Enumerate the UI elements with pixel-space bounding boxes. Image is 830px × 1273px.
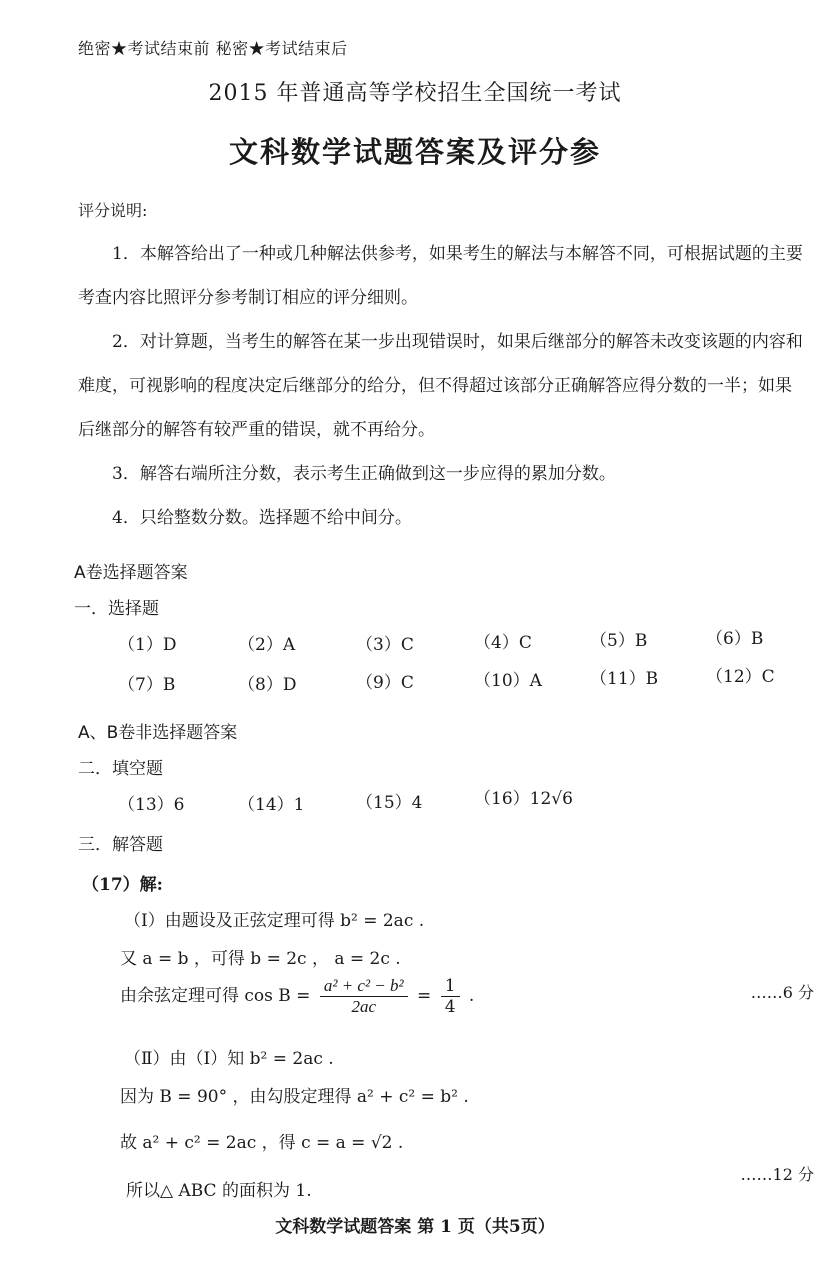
answer-8: （8）D bbox=[238, 675, 297, 695]
answer-2: （2）A bbox=[238, 635, 296, 655]
instruction-item-3: 3．解答右端所注分数，表示考生正确做到这一步应得的累加分数。 bbox=[112, 464, 616, 484]
line-3-period: . bbox=[468, 986, 475, 1006]
answer-1: （1）D bbox=[118, 635, 177, 655]
instruction-item-1: 1．本解答给出了一种或几种解法供参考，如果考生的解法与本解答不同，可根据试题的主要考查内容比照评分参考制订相应的评分细则。 bbox=[78, 244, 803, 308]
fill-answer-16: （16）12√6 bbox=[474, 789, 573, 809]
answer-10: （10）A bbox=[474, 671, 542, 691]
part-ab-heading: A、B卷非选择题答案 bbox=[78, 723, 238, 743]
solve-section-title: 三．解答题 bbox=[78, 835, 163, 855]
instruction-item-2: 2．对计算题，当考生的解答在某一步出现错误时，如果后继部分的解答未改变该题的内容和难度，可视影响的程度决定后继部分的给分，但不得超过该部分正确解答应得分数的一半；如果后继部分的解答有较严重的错误，就不再给分。 bbox=[78, 332, 803, 440]
part-a-heading: A卷选择题答案 bbox=[74, 563, 188, 583]
answer-3: （3）C bbox=[356, 635, 414, 655]
q17-line-6: 故 a² + c² = 2ac ，得 c = a = √2 . bbox=[120, 1133, 404, 1153]
result-denominator: 4 bbox=[444, 997, 456, 1017]
score-6: ……6 分 bbox=[750, 983, 814, 1002]
answer-11: （11）B bbox=[590, 669, 659, 689]
page-footer: 文科数学试题答案 第 1 页（共5页） bbox=[275, 1217, 555, 1237]
fill-section-title: 二．填空题 bbox=[78, 759, 163, 779]
document-title: 文科数学试题答案及评分参 bbox=[228, 135, 601, 169]
answer-5: （5）B bbox=[590, 631, 648, 651]
secret-notice: 绝密★考试结束前 秘密★考试结束后 bbox=[78, 39, 348, 58]
equals-sign: = bbox=[417, 986, 432, 1006]
choice-section-title: 一．选择题 bbox=[74, 599, 159, 619]
answer-6: （6）B bbox=[706, 629, 764, 649]
q17-line-4: （Ⅱ）由（Ⅰ）知 b² = 2ac . bbox=[124, 1049, 334, 1069]
answer-7: （7）B bbox=[118, 675, 176, 695]
score-12: ……12 分 bbox=[740, 1165, 814, 1184]
result-fraction bbox=[441, 976, 460, 1017]
fill-answer-14: （14）1 bbox=[238, 795, 305, 815]
cosine-fraction bbox=[320, 976, 408, 1017]
cosine-law-prefix: 由余弦定理可得 cos B = bbox=[120, 986, 311, 1006]
q17-line-7: 所以△ ABC 的面积为 1. bbox=[126, 1181, 312, 1201]
exam-title: 2015 年普通高等学校招生全国统一考试 bbox=[208, 81, 622, 106]
fill-answer-15: （15）4 bbox=[356, 793, 423, 813]
result-numerator: 1 bbox=[441, 976, 460, 997]
answer-9: （9）C bbox=[356, 673, 414, 693]
fill-answer-13: （13）6 bbox=[118, 795, 185, 815]
q17-line-3 bbox=[120, 976, 474, 1017]
cosine-denominator: 2ac bbox=[351, 997, 376, 1016]
instruction-item-4: 4．只给整数分数。选择题不给中间分。 bbox=[112, 508, 412, 528]
answer-12: （12）C bbox=[706, 667, 775, 687]
answer-4: （4）C bbox=[474, 633, 532, 653]
question-17-label: （17）解: bbox=[82, 875, 163, 895]
q17-line-5: 因为 B = 90° ，由勾股定理得 a² + c² = b² . bbox=[120, 1087, 469, 1107]
q17-line-1: （Ⅰ）由题设及正弦定理可得 b² = 2ac . bbox=[124, 911, 425, 931]
cosine-numerator: a² + c² − b² bbox=[320, 976, 408, 997]
q17-line-2: 又 a = b ，可得 b = 2c ， a = 2c . bbox=[120, 949, 401, 969]
instructions-heading: 评分说明: bbox=[78, 201, 148, 220]
